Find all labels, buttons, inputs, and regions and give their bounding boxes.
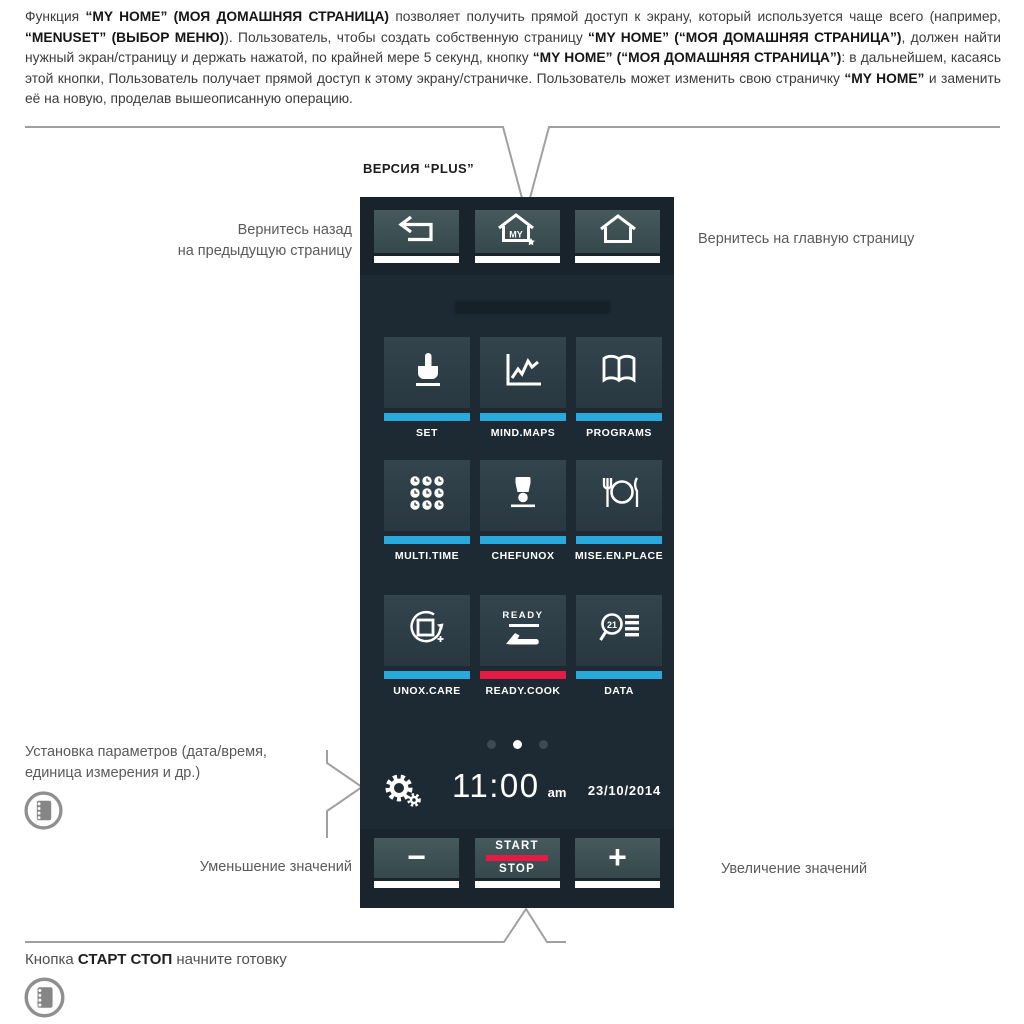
tile-ready-cook-label: READY.COOK bbox=[485, 685, 561, 697]
start-label: START bbox=[495, 840, 539, 853]
tile-mise-en-place[interactable] bbox=[576, 460, 662, 531]
magnifier-list-icon bbox=[597, 611, 641, 650]
nav-row bbox=[360, 210, 674, 263]
settings-button[interactable] bbox=[384, 772, 424, 815]
tile-mise-en-place-label: MISE.EN.PLACE bbox=[574, 550, 664, 562]
tile-unox-care-bar bbox=[384, 671, 470, 679]
intro-run-bold: “MY HOME” (“МОЯ ДОМАШНЯЯ СТРАНИЦА”) bbox=[588, 29, 902, 45]
tile-programs-label: PROGRAMS bbox=[586, 427, 652, 439]
tile-set-bar bbox=[384, 413, 470, 421]
page-dot-3[interactable] bbox=[539, 740, 548, 749]
decrease-button[interactable] bbox=[374, 838, 459, 878]
annotation-back-line1: Вернитесь назад bbox=[237, 222, 352, 238]
tile-data-bar bbox=[576, 671, 662, 679]
book-icon bbox=[597, 352, 641, 393]
home-icon bbox=[596, 213, 640, 250]
manual-ref-icon-footer bbox=[23, 976, 66, 1024]
decrease-button-underline bbox=[374, 881, 459, 888]
page-dot-1[interactable] bbox=[487, 740, 496, 749]
rotate-square-icon bbox=[406, 608, 448, 653]
start-stop-label bbox=[486, 840, 548, 875]
annotation-increase: Увеличение значений bbox=[721, 861, 868, 877]
date-value: 23/10/2014 bbox=[587, 783, 661, 798]
tile-mind-maps-label: MIND.MAPS bbox=[490, 427, 556, 439]
minus-icon: − bbox=[407, 839, 426, 875]
controls-row bbox=[360, 838, 674, 888]
annotation-decrease: Уменьшение значений bbox=[199, 859, 352, 875]
plate-cutlery-icon bbox=[596, 474, 642, 517]
tile-multi-time[interactable] bbox=[384, 460, 470, 531]
tile-ready-cook[interactable] bbox=[480, 595, 566, 666]
time-value: 11:00 bbox=[452, 767, 540, 804]
annotation-settings-line1: Установка параметров (дата/время, bbox=[25, 744, 267, 760]
tile-row-3 bbox=[360, 595, 674, 697]
stop-label: STOP bbox=[499, 863, 535, 875]
my-home-button-underline bbox=[475, 256, 560, 263]
ghost-text bbox=[455, 301, 610, 314]
back-button-underline bbox=[374, 256, 459, 263]
manual-ref-icon-settings bbox=[23, 790, 64, 836]
tile-row-1 bbox=[360, 337, 674, 439]
annotation-settings bbox=[25, 742, 335, 785]
back-icon bbox=[396, 214, 438, 249]
plus-icon: + bbox=[608, 839, 627, 875]
ready-badge: READY bbox=[502, 609, 544, 621]
hand-tray-icon bbox=[501, 623, 545, 652]
tile-programs-bar bbox=[576, 413, 662, 421]
footer-run: Кнопка bbox=[25, 951, 78, 968]
pointing-hand-icon bbox=[405, 350, 449, 395]
annotation-back-line2: на предыдущую страницу bbox=[177, 243, 352, 260]
tile-programs[interactable] bbox=[576, 337, 662, 408]
tile-data-label: DATA bbox=[604, 685, 634, 697]
version-label: ВЕРСИЯ “PLUS” bbox=[363, 161, 474, 176]
tile-mind-maps-bar bbox=[480, 413, 566, 421]
start-stop-red-bar bbox=[486, 855, 548, 861]
tile-unox-care[interactable] bbox=[384, 595, 470, 666]
status-row bbox=[360, 767, 674, 815]
page-dots bbox=[360, 740, 674, 749]
tile-chefunox-bar bbox=[480, 536, 566, 544]
intro-paragraph bbox=[25, 7, 1001, 110]
start-stop-button-underline bbox=[475, 881, 560, 888]
clock bbox=[452, 767, 566, 805]
footer-caption bbox=[25, 951, 287, 968]
magnifier-glyph: 21 bbox=[606, 620, 618, 630]
back-button[interactable] bbox=[374, 210, 459, 253]
intro-run: , должен найти нужный экран/страницу и держать нажатой, по крайней мере 5 секунд, кнопку bbox=[25, 29, 1001, 66]
tile-ready-cook-bar bbox=[480, 671, 566, 679]
footer-run-bold: СТАРТ СТОП bbox=[77, 951, 173, 968]
tile-data[interactable] bbox=[576, 595, 662, 666]
my-home-button[interactable] bbox=[475, 210, 560, 253]
intro-run: и заменить её на новую, проделав вышеописанную операцию. bbox=[25, 70, 1001, 107]
intro-run: ). Пользователь, чтобы создать собственную страницу bbox=[224, 29, 589, 45]
tile-mind-maps[interactable] bbox=[480, 337, 566, 408]
intro-run-bold: “MENUSET” (ВЫБОР МЕНЮ) bbox=[25, 29, 225, 45]
my-home-label: MY bbox=[509, 229, 523, 240]
annotation-back bbox=[92, 220, 352, 263]
device-screen bbox=[360, 197, 674, 908]
chef-icon bbox=[503, 474, 543, 517]
tile-multi-time-bar bbox=[384, 536, 470, 544]
tile-row-2 bbox=[360, 460, 674, 562]
annotation-home: Вернитесь на главную страницу bbox=[698, 231, 915, 247]
tile-set[interactable] bbox=[384, 337, 470, 408]
intro-run: : в дальнейшем, касаясь этой кнопки, Пользователь получает прямой доступ к этому экрану/страничке. Пользователь может изменить свою страничку bbox=[25, 50, 1002, 86]
tile-mise-en-place-bar bbox=[576, 536, 662, 544]
tile-multi-time-label: MULTI.TIME bbox=[394, 550, 460, 562]
increase-button[interactable] bbox=[575, 838, 660, 878]
intro-run-bold: “MY HOME” (МОЯ ДОМАШНЯЯ СТРАНИЦА) bbox=[85, 9, 390, 24]
intro-run-bold: “MY HOME” bbox=[844, 70, 925, 86]
gear-icon bbox=[384, 797, 424, 814]
clocks-grid-icon bbox=[407, 473, 447, 518]
tile-unox-care-label: UNOX.CARE bbox=[393, 685, 461, 697]
footer-run: начните готовку bbox=[172, 951, 287, 968]
annotation-settings-line2: единица измерения и др.) bbox=[25, 765, 201, 782]
intro-run-bold: “MY HOME” (“МОЯ ДОМАШНЯЯ СТРАНИЦА”) bbox=[532, 50, 842, 66]
time-meridiem: am bbox=[547, 785, 567, 800]
increase-button-underline bbox=[575, 881, 660, 888]
tile-set-label: SET bbox=[416, 427, 438, 439]
page-dot-2-active[interactable] bbox=[513, 740, 522, 749]
home-button-underline bbox=[575, 256, 660, 263]
intro-run: Функция bbox=[25, 9, 86, 24]
tile-chefunox[interactable] bbox=[480, 460, 566, 531]
tile-chefunox-label: CHEFUNOX bbox=[491, 550, 555, 562]
start-stop-button[interactable] bbox=[475, 838, 560, 878]
intro-run: позволяет получить прямой доступ к экрану, который используется чаще всего (например, bbox=[389, 9, 1001, 24]
home-button[interactable] bbox=[575, 210, 660, 253]
my-home-icon bbox=[494, 211, 540, 252]
chart-icon bbox=[501, 350, 545, 395]
